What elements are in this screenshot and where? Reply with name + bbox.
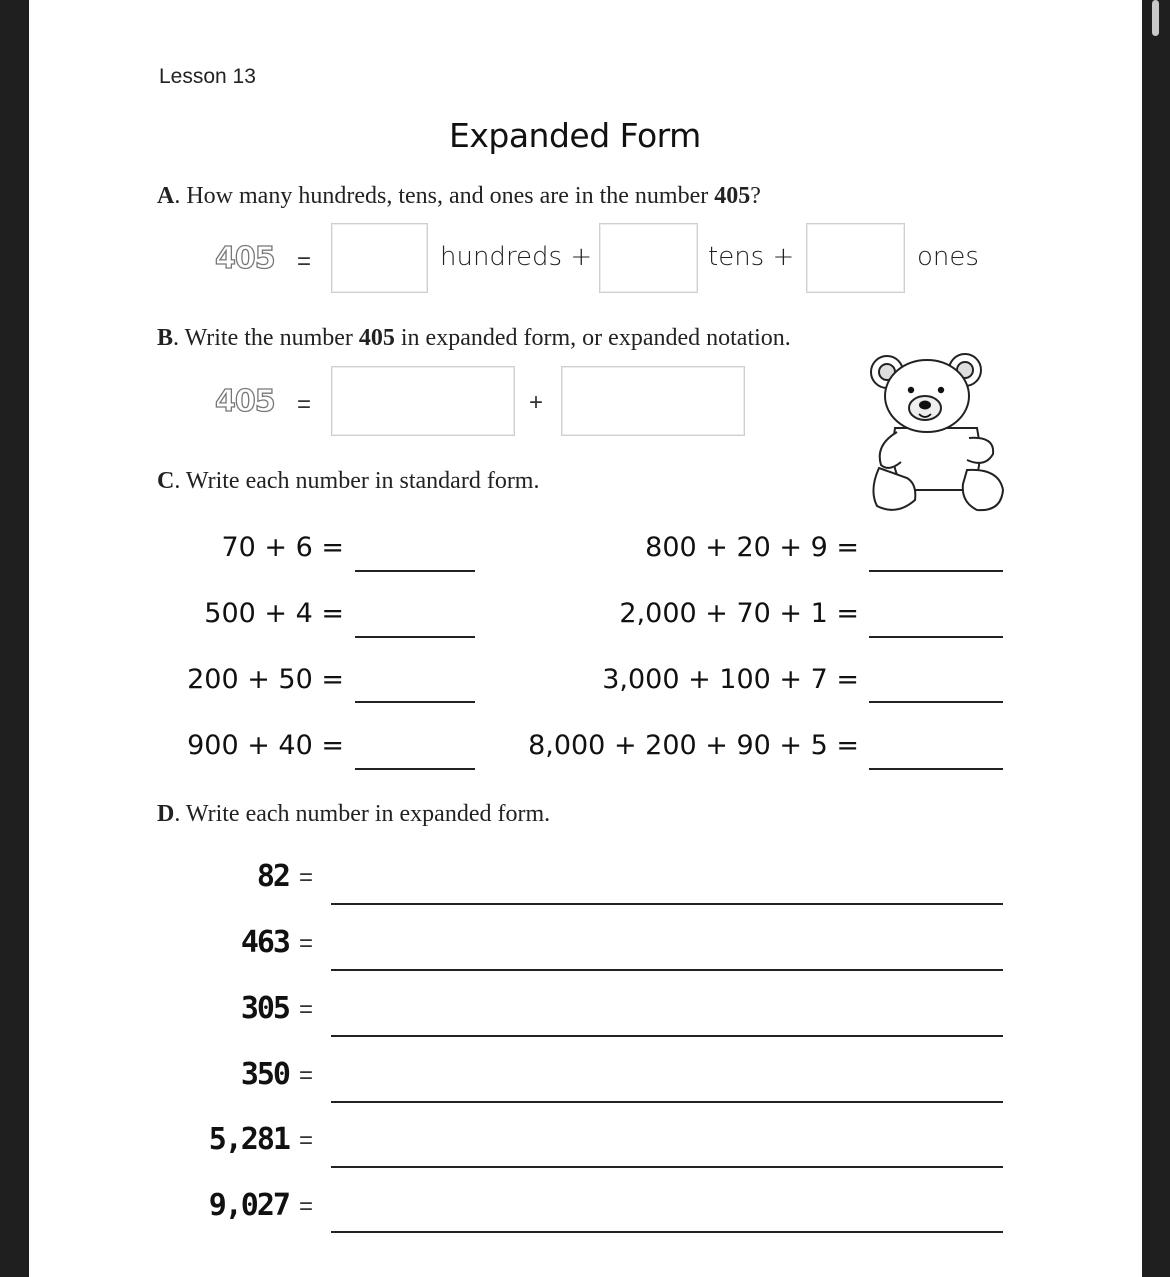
d-answer-line-5[interactable]	[331, 1166, 1003, 1168]
d-number-3: 305	[240, 991, 289, 1026]
c-right-answer-line-1[interactable]	[869, 570, 1003, 572]
d-equals-2: =	[299, 930, 314, 957]
b-number-405: 405	[215, 384, 275, 419]
c-left-answer-line-2[interactable]	[355, 636, 475, 638]
c-left-answer-line-3[interactable]	[355, 701, 475, 703]
c-left-expression-4: 900 + 40 =	[187, 730, 344, 761]
d-equals-6: =	[299, 1193, 314, 1220]
c-right-expression-1: 800 + 20 + 9 =	[645, 532, 859, 563]
c-left-answer-line-1[interactable]	[355, 570, 475, 572]
tens-box[interactable]	[599, 223, 698, 293]
worksheet-page	[29, 0, 1142, 1277]
d-equals-4: =	[299, 1062, 314, 1089]
d-number-6: 9,027	[208, 1188, 289, 1223]
c-left-expression-3: 200 + 50 =	[187, 664, 344, 695]
d-number-4: 350	[240, 1057, 289, 1092]
c-right-expression-2: 2,000 + 70 + 1 =	[619, 598, 859, 629]
page-title: Expanded Form	[449, 116, 701, 155]
c-left-expression-2: 500 + 4 =	[204, 598, 344, 629]
ones-box[interactable]	[806, 223, 905, 293]
hundreds-label: hundreds +	[440, 242, 593, 272]
d-number-2: 463	[240, 925, 289, 960]
c-left-answer-line-4[interactable]	[355, 768, 475, 770]
d-number-1: 82	[256, 859, 289, 894]
d-equals-5: =	[299, 1127, 314, 1154]
expanded-box-1[interactable]	[331, 366, 515, 436]
d-equals-1: =	[299, 864, 314, 891]
scrollbar-thumb[interactable]	[1152, 0, 1159, 36]
lesson-label: Lesson 13	[159, 65, 256, 88]
teddy-bear-icon	[867, 350, 1009, 516]
a-equals: =	[297, 248, 312, 275]
c-right-expression-3: 3,000 + 100 + 7 =	[602, 664, 859, 695]
d-number-5: 5,281	[208, 1122, 289, 1157]
question-d: D. Write each number in expanded form.	[157, 801, 551, 827]
question-c: C. Write each number in standard form.	[157, 468, 540, 494]
tens-label: tens +	[708, 242, 795, 272]
d-answer-line-4[interactable]	[331, 1101, 1003, 1103]
c-right-answer-line-3[interactable]	[869, 701, 1003, 703]
question-a: A. How many hundreds, tens, and ones are in the number 405?	[157, 183, 761, 209]
d-equals-3: =	[299, 996, 314, 1023]
c-right-expression-4: 8,000 + 200 + 90 + 5 =	[528, 730, 859, 761]
a-number-405: 405	[215, 241, 275, 276]
c-left-expression-1: 70 + 6 =	[221, 532, 344, 563]
d-answer-line-1[interactable]	[331, 903, 1003, 905]
hundreds-box[interactable]	[331, 223, 428, 293]
b-equals: =	[297, 391, 312, 418]
d-answer-line-6[interactable]	[331, 1231, 1003, 1233]
c-right-answer-line-4[interactable]	[869, 768, 1003, 770]
expanded-box-2[interactable]	[561, 366, 745, 436]
d-answer-line-2[interactable]	[331, 969, 1003, 971]
b-plus: +	[529, 389, 544, 416]
d-answer-line-3[interactable]	[331, 1035, 1003, 1037]
c-right-answer-line-2[interactable]	[869, 636, 1003, 638]
ones-label: ones	[917, 242, 979, 272]
question-b: B. Write the number 405 in expanded form, or expanded notation.	[157, 325, 791, 351]
